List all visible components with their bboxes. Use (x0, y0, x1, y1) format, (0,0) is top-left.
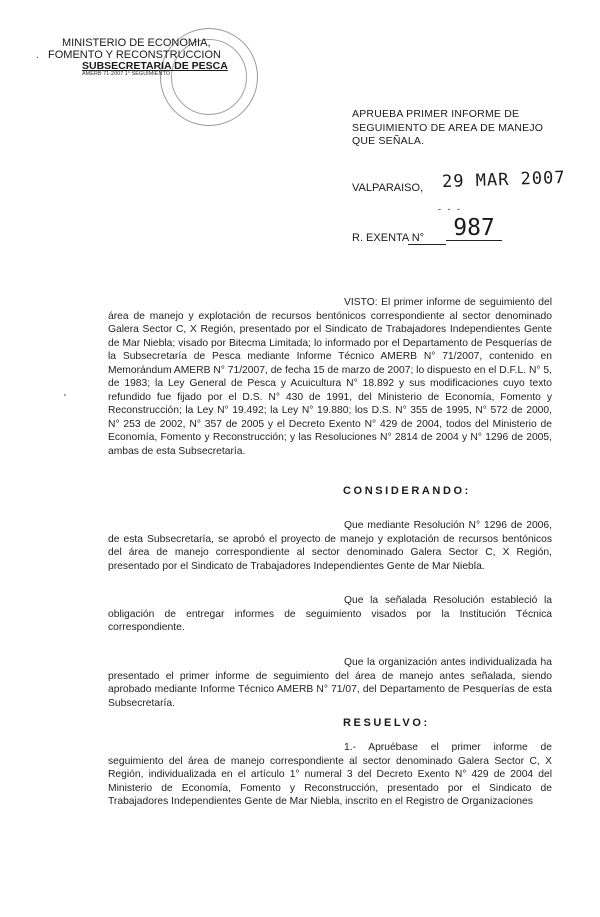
considerando-item-1: Que mediante Resolución N° 1296 de 2006, de esta Subsecretaría, se aprobó el proyecto de manejo y explotación de recursos bentónicos del área de manejo correspondiente al sector denominado Galera Sector C, X Región, presentado por el Sindicato de Trabajadores Independientes Gente de Mar Niebla. (108, 520, 552, 572)
resuelvo-heading: RESUELVO: (343, 717, 430, 729)
date-stamp: 29 MAR 2007 (441, 167, 566, 193)
letterhead (48, 38, 248, 78)
considerando-item-2: Que la señalada Resolución estableció la obligación de entregar informes de seguimiento visados por la Institución Técnica correspondiente. (108, 595, 552, 633)
resolution-underline (408, 244, 446, 245)
ministry-line-2: FOMENTO Y RECONSTRUCCION (48, 48, 221, 61)
document-subject: APRUEBA PRIMER INFORME DE SEGUIMIENTO DE AREA DE MANEJO QUE SEÑALA. (352, 108, 544, 148)
visto-paragraph: VISTO: El primer informe de seguimiento del área de manejo y explotación de recursos bentónicos correspondiente al sector denominado Galera Sector C, X Región, presentado por el Sindicato de Trabajadores Independientes Gente de Mar Niebla; visado por Bitecma Limitada; lo informado por el Departamento de Pesquerías de la Subsecretaría de Pesca mediante Informe Técnico AMERB N° 71/2007, contenido en Memorándum AMERB N° 71/2007, de fecha 15 de marzo de 2007; lo dispuesto en el D.F.L. N° 5, de 1983; la Ley General de Pesca y Acuicultura N° 18.892 y sus modificaciones cuyo texto refundido fue fijado por el D.S. N° 430 de 1991, del Ministerio de Economía, Fomento y Reconstrucción; la Ley N° 19.492; la Ley N° 19.880; los D.S. N° 355 de 1995, N° 572 de 2000, N° 253 de 2002, N° 357 de 2005 y el Decreto Exento N° 429 de 2004, todos del Ministerio de Economía, Fomento y Reconstrucción; y las Resoluciones N° 2814 de 2004 y N° 1296 de 2005, ambas de esta Subsecretaría. (108, 297, 552, 457)
subsecretaria-line: SUBSECRETARIA DE PESCA (82, 60, 228, 73)
considerando-item-3: Que la organización antes individualizada ha presentado el primer informe de seguimiento del área de manejo antes señalada, siendo aprobado mediante Informe Técnico AMERB N° 71/07, del Departamento de Pesquerías de esta Subsecretaría. (108, 657, 552, 709)
place-label: VALPARAISO, (352, 182, 424, 194)
resuelvo-item-1: 1.- Apruébase el primer informe de seguimiento del área de manejo correspondiente al sector denominado Galera Sector C, X Región, individualizada en el artículo 1° numeral 3 del Decreto Exento N° 429 de 2004 del Ministerio de Economía, Fomento y Reconstrucción, presentado por el Sindicato de Trabajadores Independientes Gente de Mar Niebla, inscrito en el Registro de Organizaciones (108, 742, 552, 807)
resolution-number: 987 (446, 216, 502, 241)
margin-mark: · (36, 52, 40, 63)
resolution-label: R. EXENTA N° (352, 232, 425, 244)
margin-mark: ' (64, 393, 66, 404)
considerando-heading: CONSIDERANDO: (343, 485, 471, 497)
ministry-line-1: MINISTERIO DE ECONOMIA, (62, 37, 211, 49)
letterhead-reference: AMERB 71-2007 1° SEGUIMIENTO (82, 71, 170, 78)
resolution-mark: - - - (438, 204, 462, 214)
